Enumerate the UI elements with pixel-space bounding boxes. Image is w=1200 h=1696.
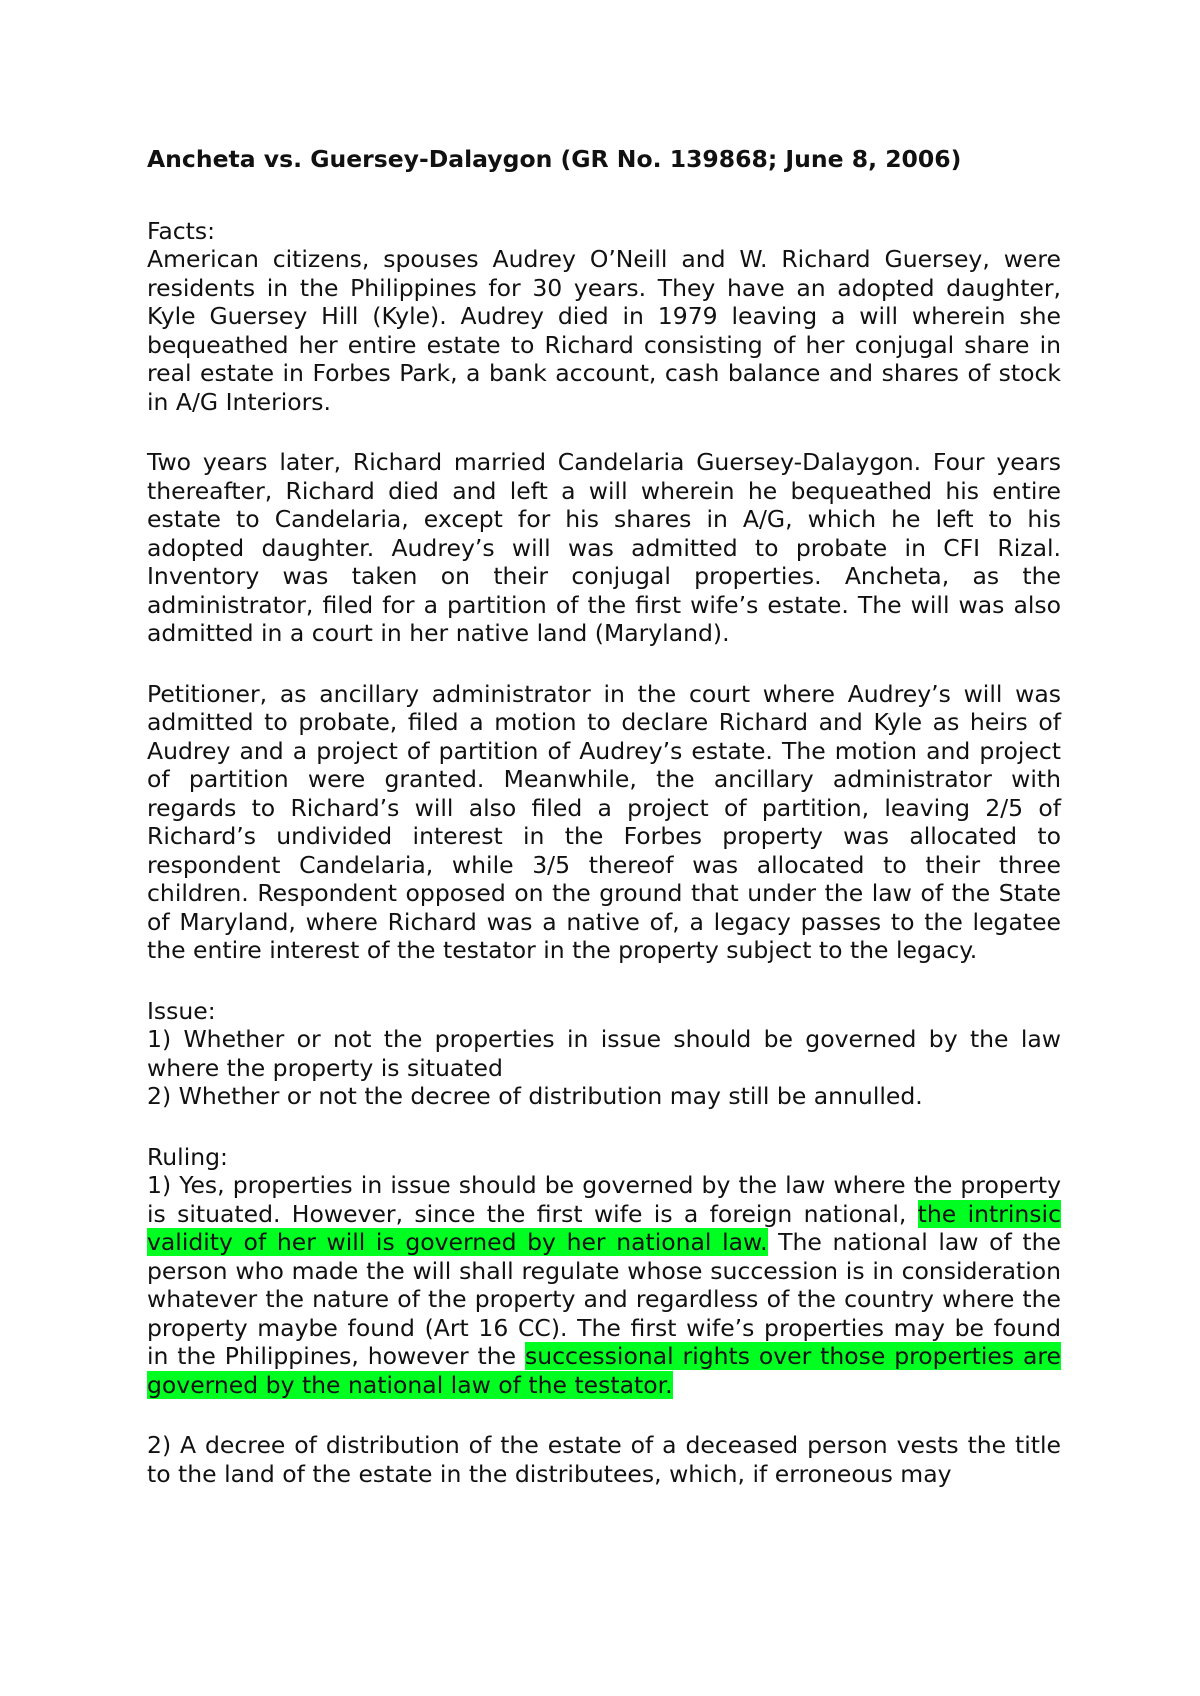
ruling-item-2: 2) A decree of distribution of the estate of a deceased person vests the title to the land of the estate in the distributees, which, if erroneous may <box>147 1431 1061 1488</box>
issue-heading: Issue: <box>147 996 216 1025</box>
issue-item-2: 2) Whether or not the decree of distribution may still be annulled. <box>147 1082 923 1110</box>
document-page <box>147 145 1061 1488</box>
ruling-item-1-text-b: The national law of the person who made the will shall regulate whose succession is in consideration whatever the nature of the property and regardless of the country where the property maybe found (Art 16 CC). The first wife’s properties may be found in the Philippines, however the <box>147 1228 1061 1370</box>
facts-paragraph-3: Petitioner, as ancillary administrator in the court where Audrey’s will was admitted to probate, filed a motion to declare Richard and Kyle as heirs of Audrey and a project of partition of Audrey’s estate. The motion and project of partition were granted. Meanwhile, the ancillary administrator with regards to Richard’s will also filed a project of partition, leaving 2/5 of Richard’s undivided interest in the Forbes property was allocated to respondent Candelaria, while 3/5 thereof was allocated to their three children. Respondent opposed on the ground that under the law of the State of Maryland, where Richard was a native of, a legacy passes to the legatee the entire interest of the testator in the property subject to the legacy. <box>147 679 1061 964</box>
case-title: Ancheta vs. Guersey-Dalaygon (GR No. 139868; June 8, 2006) <box>147 145 962 173</box>
facts-heading: Facts: <box>147 216 216 245</box>
ruling-heading: Ruling: <box>147 1142 228 1171</box>
issue-item-1: 1) Whether or not the properties in issue should be governed by the law where the property is situated <box>147 1025 1061 1082</box>
ruling-item-1 <box>147 1171 1061 1399</box>
facts-paragraph-2: Two years later, Richard married Candelaria Guersey-Dalaygon. Four years thereafter, Richard died and left a will wherein he bequeathed his entire estate to Candelaria, except for his shares in A/G, which he left to his adopted daughter. Audrey’s will was admitted to probate in CFI Rizal. Inventory was taken on their conjugal properties. Ancheta, as the administrator, filed for a partition of the first wife’s estate. The will was also admitted in a court in her native land (Maryland). <box>147 448 1061 647</box>
ruling-highlight-2: successional rights over those properties are governed by the national law of the testator. <box>147 1342 1062 1399</box>
facts-paragraph-1: American citizens, spouses Audrey O’Neill and W. Richard Guersey, were residents in the Philippines for 30 years. They have an adopted daughter, Kyle Guersey Hill (Kyle). Audrey died in 1979 leaving a will wherein she bequeathed her entire estate to Richard consisting of her conjugal share in real estate in Forbes Park, a bank account, cash balance and shares of stock in A/G Interiors. <box>147 245 1061 416</box>
ruling-highlight-1: the intrinsic validity of her will is governed by her national law. <box>147 1199 1062 1256</box>
ruling-item-1-text-a: 1) Yes, properties in issue should be governed by the law where the property is situated. However, since the first wife is a foreign national, <box>147 1171 1061 1228</box>
